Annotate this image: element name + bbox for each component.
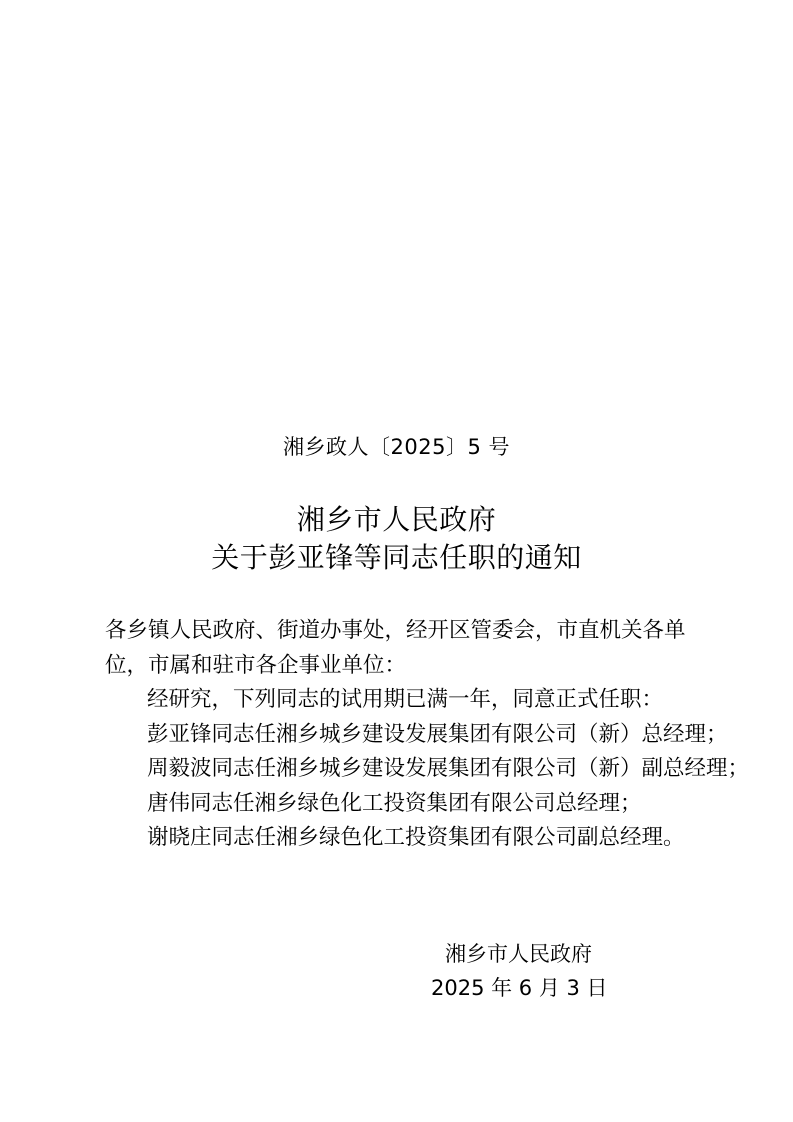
document-number: 湘乡政人〔2025〕5 号 xyxy=(283,435,510,459)
issue-date: 2025 年 6 月 3 日 xyxy=(431,976,608,1000)
addressee-paragraph: 各乡镇人民政府、街道办事处，经开区管委会，市直机关各单位，市属和驻市各企事业单位： xyxy=(105,618,686,678)
appointment-item: 谢晓庄同志任湘乡绿色化工投资集团有限公司副总经理。 xyxy=(147,825,685,850)
appointment-item: 周毅波同志任湘乡城乡建设发展集团有限公司（新）副总经理； xyxy=(147,756,750,781)
title-line-subject: 关于彭亚锋等同志任职的通知 xyxy=(211,541,582,574)
signature-block xyxy=(400,937,640,1005)
intro-paragraph: 经研究，下列同志的试用期已满一年，同意正式任职： xyxy=(147,687,664,712)
appointment-item: 唐伟同志任湘乡绿色化工投资集团有限公司总经理； xyxy=(147,790,642,816)
title-line-issuer: 湘乡市人民政府 xyxy=(296,503,497,536)
issuing-organization: 湘乡市人民政府 xyxy=(445,942,592,966)
document-title xyxy=(0,501,793,577)
document-body xyxy=(105,614,750,856)
appointment-item: 彭亚锋同志任湘乡城乡建设发展集团有限公司（新）总经理； xyxy=(147,721,728,747)
